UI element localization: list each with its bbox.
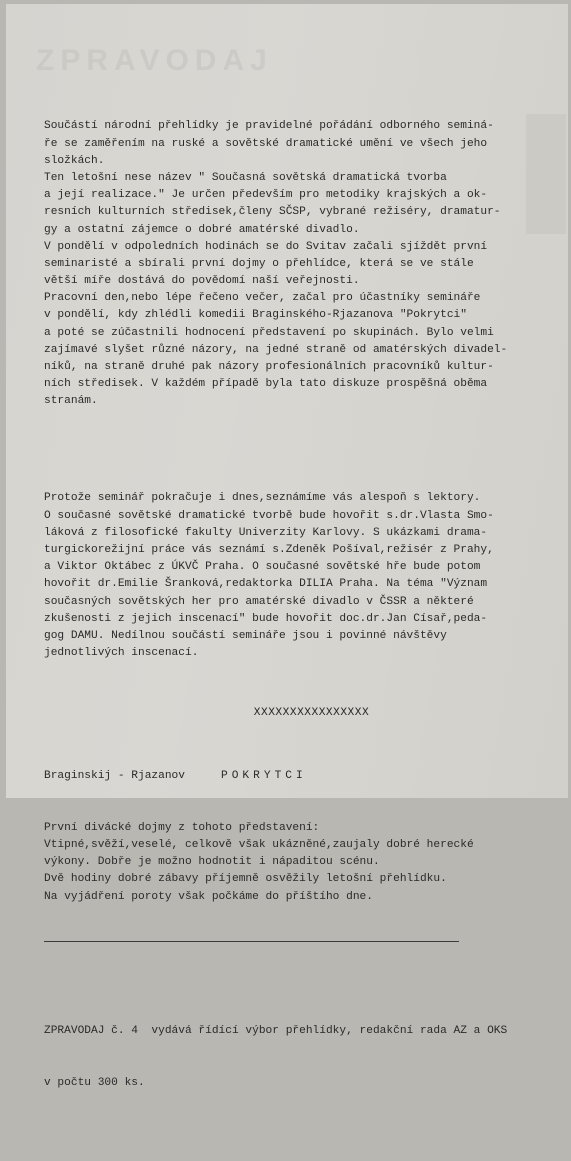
separator-line: XXXXXXXXXXXXXXXX bbox=[253, 706, 370, 719]
paragraph-lecturers bbox=[44, 490, 549, 662]
text-line: hovořit dr.Emilie Šranková,redaktorka DILIA Praha. Na téma "Význam bbox=[44, 578, 488, 591]
review-line: Vtipné,svěží,veselé, celkově však ukázněné,zaujaly dobré herecké bbox=[44, 839, 474, 852]
colophon bbox=[44, 989, 549, 1127]
review-text bbox=[44, 820, 549, 906]
document-page bbox=[6, 4, 568, 1089]
text-line: resních kulturních středisek,členy SČSP, vybrané režiséry, dramatur- bbox=[44, 206, 501, 219]
text-line: jednotlivých inscenací. bbox=[44, 647, 199, 660]
text-line: složkách. bbox=[44, 154, 105, 167]
colophon-line: v počtu 300 ks. bbox=[44, 1076, 145, 1089]
review-line: výkony. Dobře je možno hodnotit i nápaditou scénu. bbox=[44, 856, 380, 869]
text-line: turgickorežijní práce vás seznámí s.Zdeněk Pošíval,režisér z Prahy, bbox=[44, 543, 494, 556]
text-line: stranám. bbox=[44, 395, 98, 408]
document-body bbox=[44, 84, 549, 1161]
text-line: Ten letošní nese název " Současná sovětská dramatická tvorba bbox=[44, 171, 447, 184]
text-line: V pondělí v odpoledních hodinách se do Svitav začali sjíždět první bbox=[44, 240, 488, 253]
text-line: Pracovní den,nebo lépe řečeno večer, začal pro účastníky semináře bbox=[44, 292, 481, 305]
text-line: Součástí národní přehlídky je pravidelné pořádání odborného seminá- bbox=[44, 120, 494, 133]
review-line: Na vyjádření poroty však počkáme do příštího dne. bbox=[44, 890, 373, 903]
paragraph-seminar-intro bbox=[44, 118, 549, 410]
colophon-line: ZPRAVODAJ č. 4 vydává řídící výbor přehlídky, redakční rada AZ a OKS bbox=[44, 1025, 508, 1038]
text-line: v pondělí, kdy zhlédli komedii Braginského-Rjazanova "Pokrytci" bbox=[44, 309, 467, 322]
review-line: První divácké dojmy z tohoto představení: bbox=[44, 821, 320, 834]
text-line: níků, na straně druhé pak názory profesionálních pracovníků kultur- bbox=[44, 361, 494, 374]
text-line: seminaristé a sbírali první dojmy o přehlídce, která se ve stále bbox=[44, 257, 474, 270]
text-line: zajímavé slyšet různé názory, na jedné straně od amatérských divadel- bbox=[44, 343, 508, 356]
text-line: láková z filosofické fakulty Univerzity Karlovy. S ukázkami drama- bbox=[44, 526, 488, 539]
text-line: ních středisek. V každém případě byla tato diskuze prospěšná oběma bbox=[44, 378, 488, 391]
review-heading bbox=[44, 768, 549, 785]
footer-divider bbox=[44, 941, 459, 942]
text-line: současných sovětských her pro amatérské divadlo v ČSSR a některé bbox=[44, 595, 474, 608]
review-authors: Braginskij - Rjazanov bbox=[44, 770, 185, 783]
review-line: Dvě hodiny dobré zábavy příjemně osvěžily letošní přehlídku. bbox=[44, 873, 447, 886]
text-line: a poté se zúčastnili hodnocení představení po skupinách. Bylo velmi bbox=[44, 326, 494, 339]
text-line: zkušenosti z jejich inscenací" bude hovořit doc.dr.Jan Císař,peda- bbox=[44, 612, 488, 625]
text-line: větší míře dostává do povědomí naší veřejnosti. bbox=[44, 275, 360, 288]
text-line: ře se zaměřením na ruské a sovětské dramatické umění ve všech jeho bbox=[44, 137, 488, 150]
text-line: gog DAMU. Nedílnou součástí semináře jsou i povinné návštěvy bbox=[44, 629, 447, 642]
text-line: a její realizace." Je určen především pro metodiky krajských a ok- bbox=[44, 189, 488, 202]
text-line: O současné sovětské dramatické tvorbě bude hovořit s.dr.Vlasta Smo- bbox=[44, 509, 494, 522]
review-title: POKRYTCI bbox=[221, 770, 307, 783]
text-line: gy a ostatní zájemce o dobré amatérské divadlo. bbox=[44, 223, 360, 236]
text-line: a Viktor Oktábec z ÚKVČ Praha. O současné sovětské hře bude potom bbox=[44, 561, 481, 574]
text-line: Protože seminář pokračuje i dnes,seznámíme vás alespoň s lektory. bbox=[44, 492, 481, 505]
watermark-text: ZPRAVODAJ bbox=[36, 44, 273, 77]
